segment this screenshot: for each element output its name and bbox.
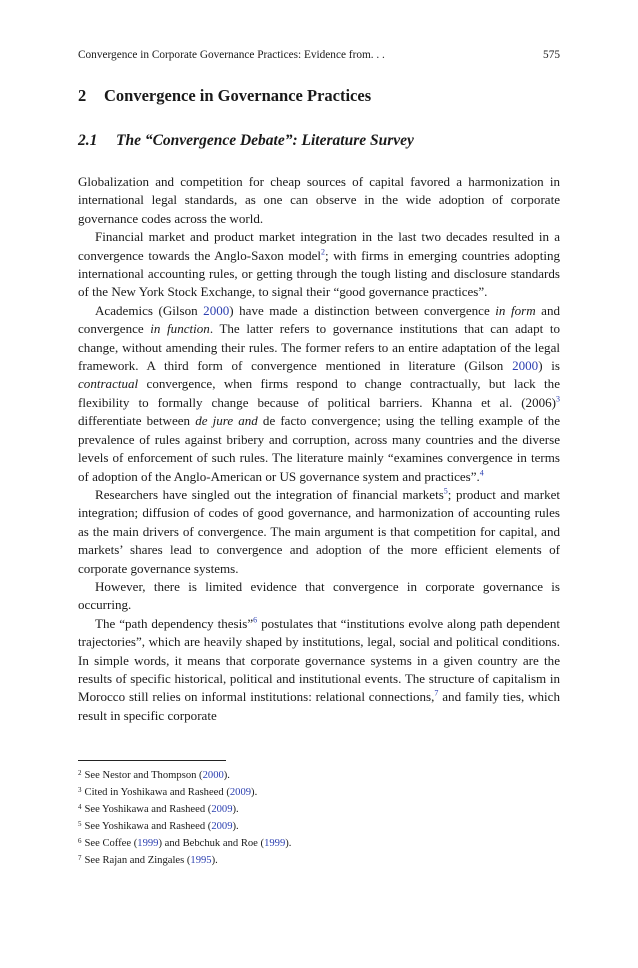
paragraph: Researchers have singled out the integration of financial markets$^5$; product and market integration; diffusion of codes of good governance, and harmonization of accounting rules as the main drivers of convergence. The main argument is that competition for capital, and markets’ shares lead to convergence and adoption of the more efficient elements of corporate governance systems.: [78, 486, 561, 576]
page-number: 575: [543, 49, 560, 61]
footnote-divider: [78, 760, 226, 761]
running-title: Convergence in Corporate Governance Practices: Evidence from. . .: [78, 49, 385, 61]
subsection-number: 2.1: [78, 132, 98, 149]
citation-link[interactable]: 2009: [229, 787, 252, 798]
citation-link[interactable]: 1995: [190, 855, 212, 866]
citation-link[interactable]: 1999: [137, 838, 159, 849]
citation-link[interactable]: 2000: [512, 358, 539, 374]
subsection-heading: [78, 132, 414, 150]
footnote-ref[interactable]: 5: [443, 486, 448, 496]
footnote: $^5$ See Yoshikawa and Rasheed (2009).: [78, 820, 239, 832]
body-text: [78, 173, 560, 725]
citation-link[interactable]: 2000: [203, 302, 230, 318]
section-title: Convergence in Governance Practices: [104, 86, 372, 105]
footnote: $^6$ See Coffee (1999) and Bebchuk and Roe (1999).: [78, 837, 292, 849]
citation-link[interactable]: 2009: [211, 804, 233, 815]
paragraph: Globalization and competition for cheap sources of capital favored a harmonization in international legal standards, as one can observe in the wide adoption of corporate governance codes across the world.: [78, 174, 560, 226]
footnote: $^3$ Cited in Yoshikawa and Rasheed (2009).: [78, 786, 258, 798]
footnote: $^4$ See Yoshikawa and Rasheed (2009).: [78, 803, 239, 815]
section-heading: [78, 86, 371, 106]
footnote: $^2$ See Nestor and Thompson (2000).: [78, 769, 230, 781]
subsection-title: The “Convergence Debate”: Literature Survey: [116, 132, 414, 149]
citation-link[interactable]: 2000: [202, 770, 224, 781]
footnote-ref[interactable]: 3: [556, 394, 560, 404]
citation-link[interactable]: 2009: [211, 821, 233, 832]
section-number: 2: [78, 86, 87, 105]
paragraph: However, there is limited evidence that convergence in corporate governance is occurring.: [78, 578, 560, 613]
footnotes: [78, 767, 560, 869]
footnote-ref[interactable]: 6: [253, 615, 258, 625]
citation-link[interactable]: 1999: [264, 838, 286, 849]
footnote-ref[interactable]: 7: [434, 689, 439, 699]
paragraph: Academics (Gilson 2000) have made a distinction between convergence in form and convergence in function. The latter refers to governance institutions that can adapt to change, without amending their rules. The former refers to an entire adaptation of the legal framework. A third form of convergence mentioned in literature (Gilson 2000) is contractual convergence, when firms respond to change contractually, but lack the flexibility to formally change because of political barriers. Khanna et al. $(2006)^3$ differentiate between de jure and de facto convergence; using the telling example of the prevalence of rules against bribery and corruption, across many countries and the diverse levels of enforcement of such rules. The literature mainly “examines convergence in terms of adoption of the Anglo-American or US governance system and practices”.$^4$: [78, 302, 560, 484]
paragraph: The “path dependency thesis”$^6$ postulates that “institutions evolve along path dependent trajectories”, which are heavily shaped by institutions, legal, social and political conditions. In simple words, it means that corporate governance systems in a given country are the results of specific historical, political and institutional events. The structure of capitalism in Morocco still relies on informal institutions: relational connections,$^7$ and family ties, which result in specific corporate: [78, 615, 560, 723]
footnote-ref[interactable]: 4: [479, 468, 484, 478]
footnote: $^7$ See Rajan and Zingales (1995).: [78, 854, 218, 866]
paragraph: Financial market and product market integration in the last two decades resulted in a convergence towards the Anglo-Saxon model$^2$; with firms in emerging countries adopting international accounting rules, or getting through the tough listing and disclosure standards of the New York Stock Exchange, to signal their “good governance practices”.: [78, 229, 560, 300]
footnote-ref[interactable]: 2: [321, 247, 326, 257]
